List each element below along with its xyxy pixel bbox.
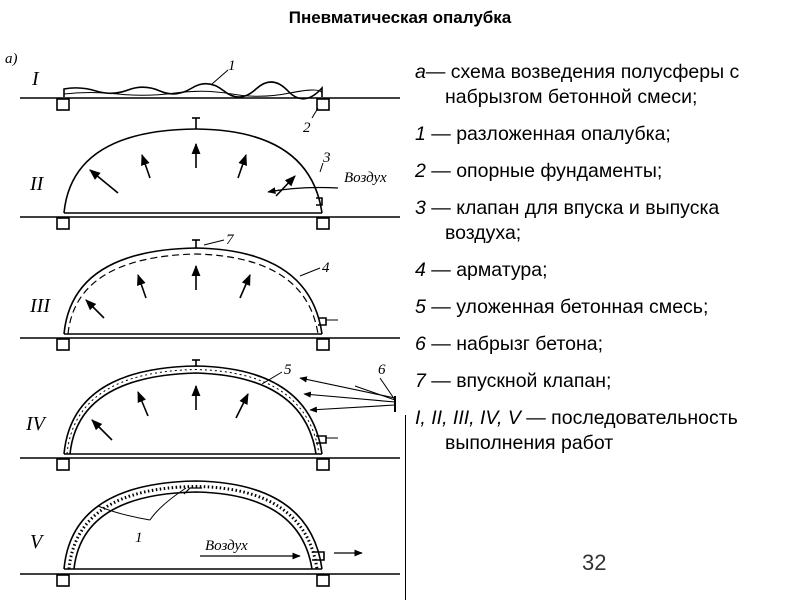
valve-top-5 bbox=[184, 488, 202, 494]
legend-key: 1 bbox=[415, 123, 426, 145]
laid-formwork bbox=[64, 82, 322, 99]
arrow-3b bbox=[138, 275, 146, 298]
foundation-left-1 bbox=[57, 99, 69, 110]
arrow-2e bbox=[276, 176, 295, 196]
legend-key: 4 bbox=[415, 259, 426, 281]
formwork-fold bbox=[64, 90, 322, 96]
legend-key: 6 bbox=[415, 333, 426, 355]
dome-3 bbox=[64, 248, 322, 334]
legend-item bbox=[415, 295, 785, 320]
label-2: 2 bbox=[303, 120, 311, 136]
divider-line bbox=[405, 415, 406, 600]
arrow-4a bbox=[92, 420, 112, 440]
reinforcement-4 bbox=[68, 254, 318, 334]
foundation-left-2 bbox=[57, 218, 69, 229]
stage-label-I: I bbox=[32, 68, 39, 90]
foundation-right-5 bbox=[317, 575, 329, 586]
legend-text: — арматура; bbox=[425, 259, 548, 281]
sprayed-concrete-6 bbox=[69, 487, 317, 570]
foundation-left-3 bbox=[57, 339, 69, 350]
legend-key: 2 bbox=[415, 160, 426, 182]
corner-mark: a) bbox=[5, 51, 18, 67]
arrow-2b bbox=[142, 155, 150, 178]
legend-item bbox=[415, 406, 785, 456]
foundation-right-2 bbox=[317, 218, 329, 229]
legend-key: 5 bbox=[415, 296, 426, 318]
legend-text: — уложенная бетонная смесь; bbox=[425, 296, 709, 318]
legend-key: I, II, III, IV, V bbox=[415, 407, 521, 429]
legend-text: — впускной клапан; bbox=[425, 370, 612, 392]
legend bbox=[415, 60, 785, 468]
page-number: 32 bbox=[582, 550, 607, 575]
arrow-2a bbox=[90, 170, 118, 193]
label-1b: 1 bbox=[135, 530, 143, 546]
air-arrow-2 bbox=[268, 188, 338, 193]
legend-item bbox=[415, 258, 785, 283]
air-label-bottom: Воздух bbox=[205, 538, 248, 554]
label-5: 5 bbox=[284, 362, 292, 378]
legend-text: — опорные фундаменты; bbox=[425, 160, 663, 182]
legend-text: — клапан для впуска и выпуска воздуха; bbox=[425, 197, 720, 244]
stage-label-V: V bbox=[30, 531, 43, 553]
foundation-left-5 bbox=[57, 575, 69, 586]
foundation-right-1 bbox=[317, 99, 329, 110]
foundation-left-4 bbox=[57, 459, 69, 470]
leader-1 bbox=[212, 70, 228, 84]
arrow-4d bbox=[236, 394, 248, 418]
legend-key: 3 bbox=[415, 197, 426, 219]
legend-text: — схема возведения полусферы с набрызгом бетонной смеси; bbox=[425, 61, 740, 108]
arrow-3d bbox=[240, 275, 250, 298]
slide-title: Пневматическая опалубка bbox=[288, 8, 512, 27]
concrete-layer-5 bbox=[67, 370, 319, 455]
label-7: 7 bbox=[226, 232, 234, 248]
legend-item bbox=[415, 60, 785, 110]
legend-key: 7 bbox=[415, 370, 426, 392]
legend-item bbox=[415, 159, 785, 184]
stage-label-II: II bbox=[30, 173, 44, 195]
spray-arrow-3 bbox=[310, 405, 395, 410]
valve-4 bbox=[316, 436, 326, 443]
dome-4-outer bbox=[64, 366, 322, 454]
arrow-2d bbox=[238, 155, 246, 178]
legend-item bbox=[415, 122, 785, 147]
label-3: 3 bbox=[323, 150, 331, 166]
legend-item bbox=[415, 369, 785, 394]
dome-2 bbox=[64, 129, 322, 213]
air-label-top: Воздух bbox=[344, 170, 387, 186]
arrow-4b bbox=[138, 392, 148, 416]
dome-5-inner bbox=[74, 492, 312, 569]
legend-item bbox=[415, 332, 785, 357]
leader-7 bbox=[204, 240, 224, 245]
foundation-right-4 bbox=[317, 459, 329, 470]
leader-4 bbox=[300, 268, 320, 276]
legend-text: — набрызг бетона; bbox=[425, 333, 604, 355]
leader-2 bbox=[312, 108, 318, 118]
legend-text: — разложенная опалубка; bbox=[425, 123, 671, 145]
stage-label-III: III bbox=[30, 295, 50, 317]
legend-text: — последовательность выполнения работ bbox=[445, 407, 738, 454]
legend-key: а bbox=[415, 61, 426, 83]
arrow-3a bbox=[86, 300, 104, 318]
spray-leader-a bbox=[355, 386, 395, 400]
stage-label-IV: IV bbox=[26, 413, 45, 435]
label-4: 4 bbox=[322, 260, 330, 276]
legend-item bbox=[415, 196, 785, 246]
label-6: 6 bbox=[378, 362, 386, 378]
leader-1b-b bbox=[98, 506, 150, 520]
foundation-right-3 bbox=[317, 339, 329, 350]
label-1: 1 bbox=[228, 58, 236, 74]
